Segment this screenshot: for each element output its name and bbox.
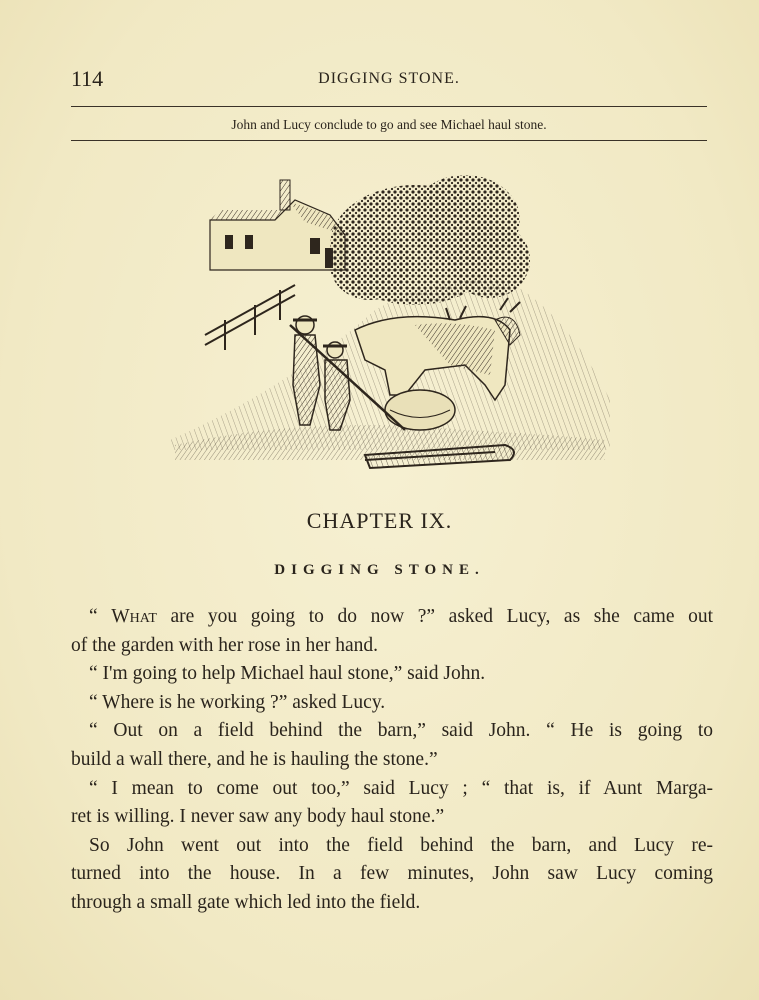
engraving-oxen-hauling-stone-icon bbox=[165, 160, 620, 480]
top-rule bbox=[71, 106, 707, 107]
chapter-subtitle: DIGGING STONE. bbox=[274, 562, 485, 578]
chapter-heading: CHAPTER IX. bbox=[306, 508, 453, 533]
text-line: of the garden with her rose in her hand. bbox=[71, 634, 379, 656]
chapter-summary: John and Lucy conclude to go and see Michael haul stone. bbox=[231, 117, 547, 132]
text-line: ret is willing. I never saw any body haul stone.” bbox=[71, 806, 445, 828]
fence-icon bbox=[205, 285, 295, 350]
text-line: turned into the house. In a few minutes, John saw Lucy coming bbox=[71, 863, 713, 885]
text-line: “ Out on a field behind the barn,” said John. “ He is going to bbox=[89, 720, 713, 742]
trees-icon bbox=[330, 175, 530, 305]
text-line: through a small gate which led into the field. bbox=[71, 891, 421, 913]
text-line: “ Where is he working ?” asked Lucy. bbox=[89, 691, 386, 713]
farmhouse-icon bbox=[210, 180, 345, 270]
text-line: build a wall there, and he is hauling the stone.” bbox=[71, 748, 438, 770]
running-title: DIGGING STONE. bbox=[318, 70, 460, 87]
text-line: “ I'm going to help Michael haul stone,” said John. bbox=[89, 663, 486, 685]
text-line: “ I mean to come out too,” said Lucy ; “ that is, if Aunt Marga- bbox=[89, 777, 713, 799]
bottom-rule bbox=[71, 140, 707, 141]
page-number: 114 bbox=[71, 66, 104, 91]
text-line: “ What are you going to do now ?” asked Lucy, as she came out bbox=[89, 606, 713, 627]
body-text bbox=[71, 603, 713, 918]
running-head bbox=[71, 66, 707, 96]
text-line: So John went out into the field behind the barn, and Lucy re- bbox=[89, 834, 713, 856]
